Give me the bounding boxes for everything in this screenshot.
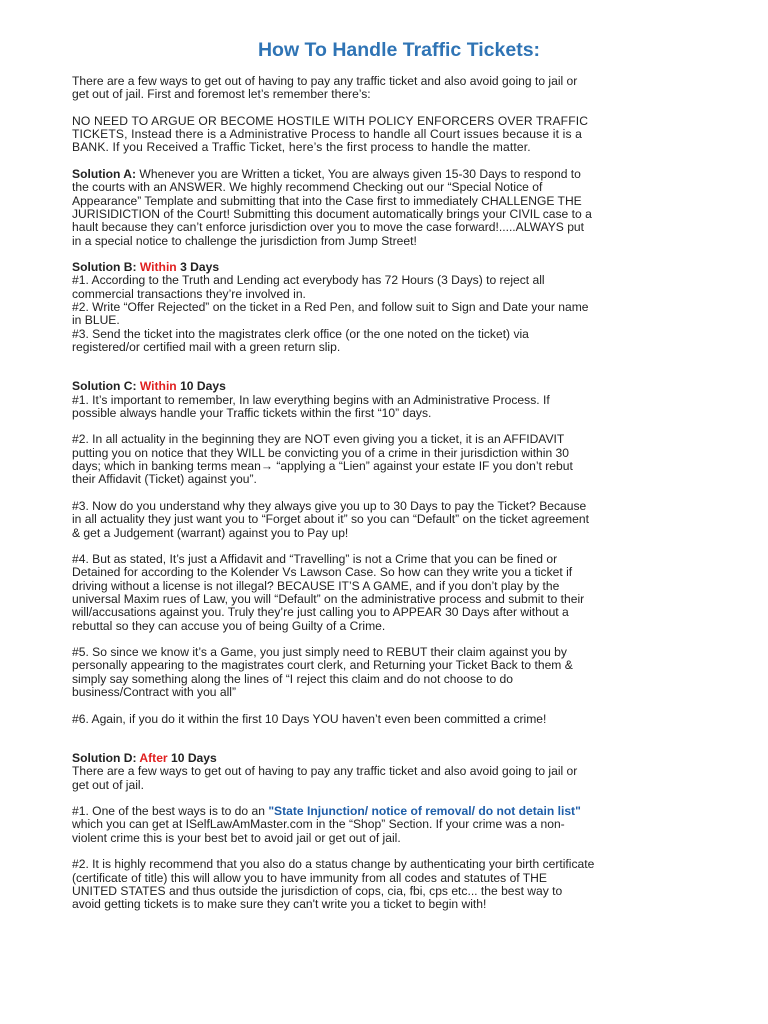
solution-c-item-6: #6. Again, if you do it within the first 10 Days YOU haven’t even been committed a crime! (72, 711, 547, 726)
solution-d-keyword: After (139, 750, 168, 765)
solution-d-heading (72, 752, 718, 765)
injunction-highlight: "State Injunction/ notice of removal/ do not detain list" (268, 804, 581, 819)
solution-c-suffix: 10 Days (180, 379, 226, 394)
solution-c-item-2: #2. In all actuality in the beginning they are NOT even giving you a ticket, it is an AFFIDAVIT putting you on notice that they WILL be convicting you of a crime in their jurisdiction within 30 days; which in banking terms mean→ “applying a “Lien” against your estate IF you don’t rebut their Affidavit (Ticket) against you”. (72, 432, 573, 487)
solution-b-label: Solution B: (72, 260, 137, 275)
page-title: How To Handle Traffic Tickets: (257, 39, 541, 61)
solution-c-keyword: Within (139, 379, 177, 394)
solution-d-suffix: 10 Days (171, 750, 217, 765)
solution-d-item-1-prefix: #1. One of the best ways is to do an (72, 804, 265, 819)
solution-b-item-1: #1. According to the Truth and Lending act everybody has 72 Hours (3 Days) to reject all commercial transactions they’re involved in. (72, 273, 545, 301)
intro-paragraph: There are a few ways to get out of having to pay any traffic ticket and also avoid going to jail or get out of jail. First and foremost let’s remember there’s: (72, 74, 578, 102)
solution-c-item-1: #1. It’s important to remember, In law everything begins with an Administrative Process. If possible always handle your Traffic tickets within the first “10” days. (72, 392, 550, 420)
solution-b-heading (72, 261, 718, 274)
solution-b-item-2: #2. Write “Offer Rejected” on the ticket in a Red Pen, and follow suit to Sign and Date your name in BLUE. (72, 300, 589, 328)
solution-b-item-3: #3. Send the ticket into the magistrates clerk office (or the one noted on the ticket) via registered/or certified mail with a green return slip. (72, 326, 529, 354)
solution-a-lead: Whenever you are Written a ticket, You are always given 15-30 Days to respond to (139, 167, 581, 182)
solution-a-body: the courts with an ANSWER. We highly recommend Checking out our “Special Notice of Appearance” Template and submitting that into the Case first to immediately CHALLENGE THE JURISIDICTION of the Court! Submitting this document automatically brings your CIVIL case to a hault because they can’t enforce jurisdiction over you to move the case forward!.....ALWAYS put in a special notice to challenge the jurisdiction from Jump Street! (72, 180, 592, 248)
solution-a-label: Solution A: (72, 167, 137, 182)
solution-a-paragraph (72, 168, 718, 181)
solution-d-label: Solution D: (72, 750, 137, 765)
solution-c-item-5: #5. So since we know it’s a Game, you just simply need to REBUT their claim against you by personally appearing to the magistrates court clerk, and Returning your Ticket Back to them & simply say something along the lines of “I reject this claim and do not choose to do business/Contract with you all” (72, 645, 573, 700)
solution-c-heading (72, 380, 718, 393)
solution-c-item-4: #4. But as stated, It’s just a Affidavit and “Travelling” is not a Crime that you can be fined or Detained for according to the Kolender Vs Lawson Case. So how can they write you a ticket if driving without a license is not illegal? BECAUSE IT’S A GAME, and if you don’t play by the universal Maxim rues of Law, you will “Default” on the administrative process and submit to their will/accusations against you. Truly they’re just calling you to APPEAR 30 Days after without a rebuttal so they can accuse you of being Guilty of a Crime. (72, 552, 585, 633)
solution-c-item-3: #3. Now do you understand why they always give you up to 30 Days to pay the Ticket? Because in all actuality they just want you to “Forget about it” so you can “Default” on the ticket agreement & get a Judgement (warrant) against you to Pay up! (72, 498, 589, 540)
solution-d-item-1-rest: which you can get at ISelfLawAmMaster.com in the “Shop” Section. If your crime was a non- violent crime this is your best bet to avoid jail or get out of jail. (72, 817, 565, 845)
solution-b-keyword: Within (139, 260, 177, 275)
solution-d-intro: There are a few ways to get out of having to pay any traffic ticket and also avoid going to jail or get out of jail. (72, 764, 578, 792)
solution-c-label: Solution C: (72, 379, 137, 394)
solution-d-item-2: #2. It is highly recommend that you also do a status change by authenticating your birth certificate (certificate of title) this will allow you to have immunity from all codes and statutes of THE UNITED STATES and thus outside the jurisdiction of cops, cia, fbi, cps etc... the best way to avoid getting tickets is to make sure they can't write you a ticket to begin with! (72, 857, 595, 912)
notice-paragraph: NO NEED TO ARGUE OR BECOME HOSTILE WITH POLICY ENFORCERS OVER TRAFFIC TICKETS, Instead there is a Administrative Process to handle all Court issues because it is a BANK. If you Received a Traffic Ticket, here’s the first process to handle the matter. (72, 113, 589, 155)
solution-d-item-1 (72, 805, 718, 818)
solution-b-suffix: 3 Days (180, 260, 220, 275)
